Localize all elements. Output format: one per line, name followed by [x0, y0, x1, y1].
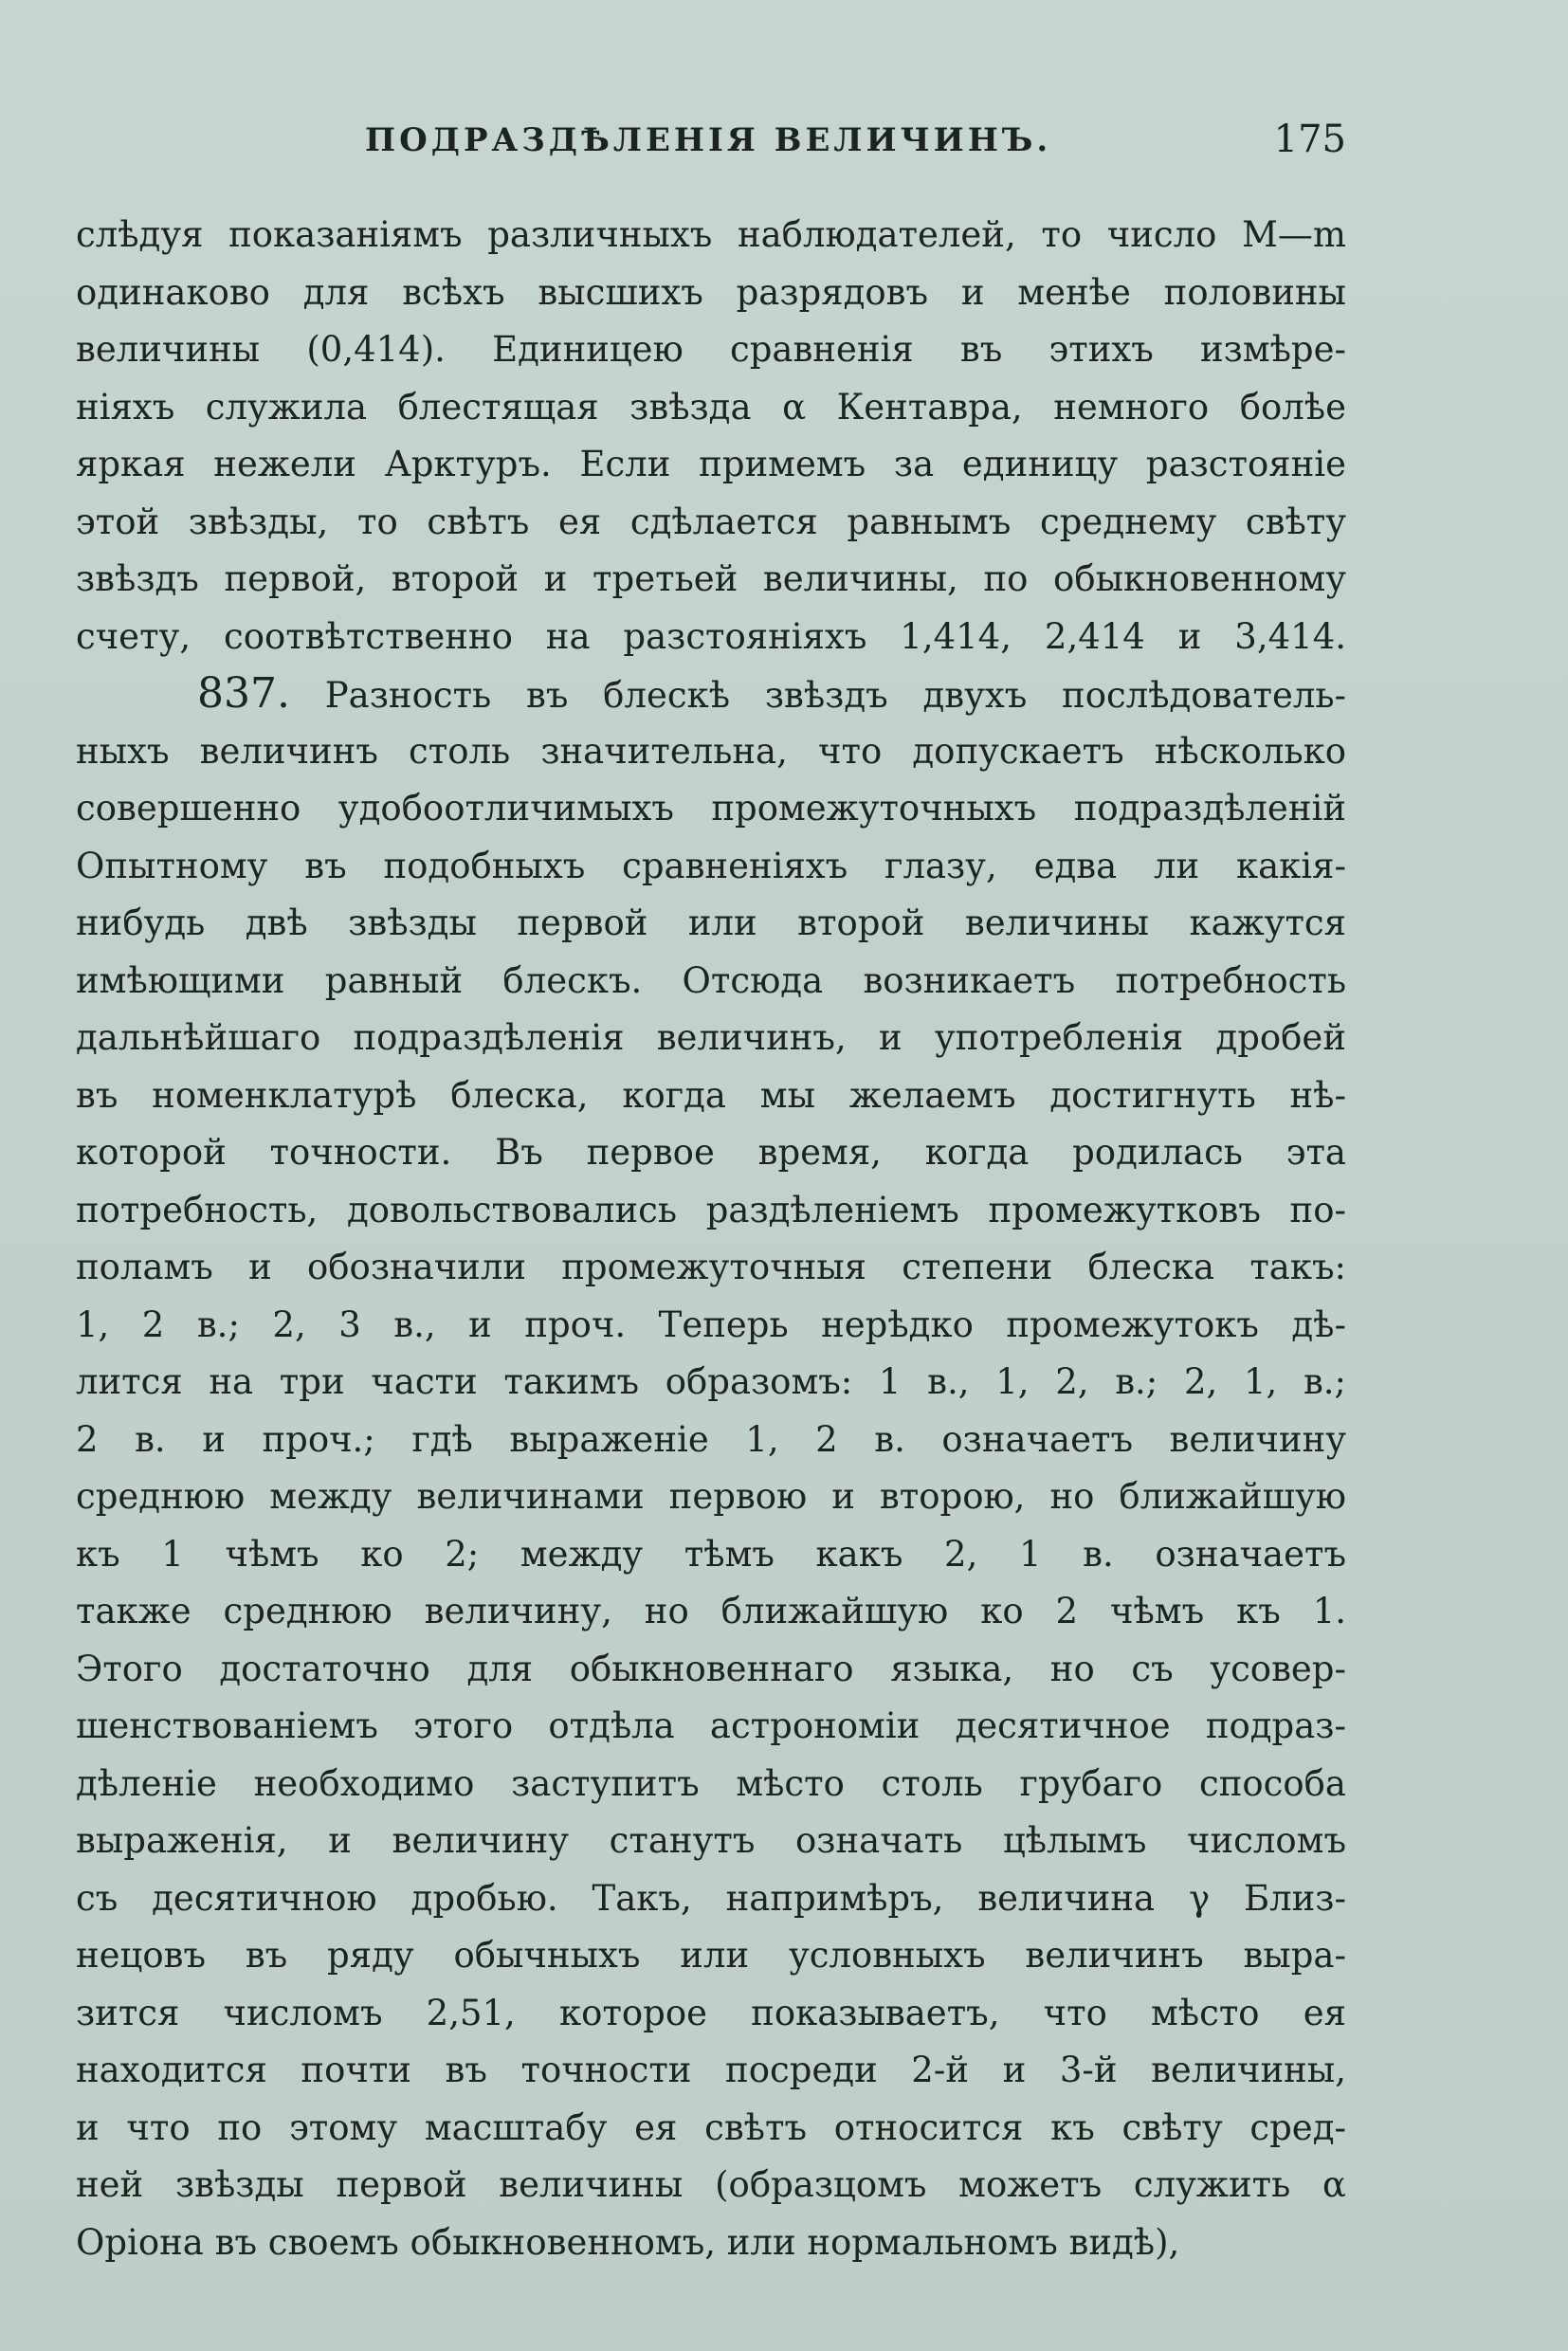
text-line: ней звѣзды первой величины (образцомъ можетъ служить α	[76, 2164, 1346, 2205]
text-line: Этого достаточно для обыкновеннаго языка, но съ усовер-	[76, 1648, 1346, 1689]
text-line: имѣющими равный блескъ. Отсюда возникаетъ потребность	[76, 959, 1346, 1001]
text-line: потребность, довольствовались раздѣленіемъ промежутковъ по-	[76, 1189, 1346, 1230]
text-line: ныхъ величинъ столь значительна, что допускаетъ нѣсколько	[76, 730, 1346, 772]
text-line: къ 1 чѣмъ ко 2; между тѣмъ какъ 2, 1 в. означаетъ	[76, 1533, 1346, 1575]
text-line: одинаково для всѣхъ высшихъ разрядовъ и менѣе половины	[76, 271, 1346, 313]
text-line: и что по этому масштабу ея свѣтъ относится къ свѣту сред-	[76, 2106, 1346, 2148]
text-line: лится на три части такимъ образомъ: 1 в., 1, 2, в.; 2, 1, в.;	[76, 1361, 1346, 1402]
text-line: ніяхъ служила блестящая звѣзда α Кентавра, немного болѣе	[76, 386, 1346, 428]
paragraph-start-line	[76, 665, 1346, 723]
text-line: дѣленіе необходимо заступитъ мѣсто столь грубаго способа	[76, 1762, 1346, 1804]
text-line: этой звѣзды, то свѣтъ ея сдѣлается равнымъ среднему свѣту	[76, 501, 1346, 542]
text-line: нецовъ въ ряду обычныхъ или условныхъ величинъ выра-	[76, 1935, 1346, 1976]
text-line: также среднюю величину, но ближайшую ко 2 чѣмъ къ 1.	[76, 1591, 1346, 1631]
text-line: Оріона въ своемъ обыкновенномъ, или нормальномъ видѣ),	[76, 2221, 1180, 2263]
text-line: съ десятичною дробью. Такъ, напримѣръ, величина γ Близ-	[76, 1877, 1346, 1919]
text-line: среднюю между величинами первою и второю, но ближайшую	[76, 1476, 1346, 1517]
text-line: дальнѣйшаго подраздѣленія величинъ, и употребленія дробей	[76, 1017, 1346, 1058]
text-line: Разность въ блескѣ звѣздъ двухъ послѣдователь-	[324, 675, 1346, 716]
running-title: ПОДРАЗДѢЛЕНІЯ ВЕЛИЧИНЪ.	[365, 121, 1052, 159]
text-line: 2 в. и проч.; гдѣ выраженіе 1, 2 в. означаетъ величину	[76, 1418, 1346, 1460]
text-line: звѣздъ первой, второй и третьей величины, по обыкновенному	[76, 558, 1346, 599]
page-header	[76, 112, 1346, 178]
text-line: выраженія, и величину станутъ означать цѣлымъ числомъ	[76, 1820, 1346, 1861]
text-line: находится почти въ точности посреди 2-й и 3-й величины,	[76, 2050, 1346, 2090]
text-line: поламъ и обозначили промежуточныя степени блеска такъ:	[76, 1247, 1346, 1287]
text-line: слѣдуя показаніямъ различныхъ наблюдателей, то число M—m	[76, 214, 1346, 255]
text-line: яркая нежели Арктуръ. Если примемъ за единицу разстояніе	[76, 444, 1346, 484]
text-line: зится числомъ 2,51, которое показываетъ, что мѣсто ея	[76, 1992, 1346, 2033]
text-line: 1, 2 в.; 2, 3 в., и проч. Теперь нерѣдко промежутокъ дѣ-	[76, 1303, 1346, 1345]
text-line: величины (0,414). Единицею сравненія въ этихъ измѣре-	[76, 329, 1346, 370]
text-line: Опытному въ подобныхъ сравненіяхъ глазу, едва ли какія-	[76, 845, 1346, 886]
paragraph-number: 837.	[197, 669, 290, 718]
text-line: нибудь двѣ звѣзды первой или второй величины кажутся	[76, 902, 1346, 943]
text-line: шенствованіемъ этого отдѣла астрономіи десятичное подраз-	[76, 1705, 1346, 1746]
body-text	[76, 207, 1346, 2271]
page-number: 175	[1273, 118, 1346, 161]
text-line: которой точности. Въ первое время, когда родилась эта	[76, 1132, 1346, 1173]
text-line: въ номенклатурѣ блеска, когда мы желаемъ достигнуть нѣ-	[76, 1074, 1346, 1116]
text-line: совершенно удобоотличимыхъ промежуточныхъ подраздѣленій	[76, 788, 1346, 829]
text-line: счету, соотвѣтственно на разстояніяхъ 1,414, 2,414 и 3,414.	[76, 615, 1346, 657]
